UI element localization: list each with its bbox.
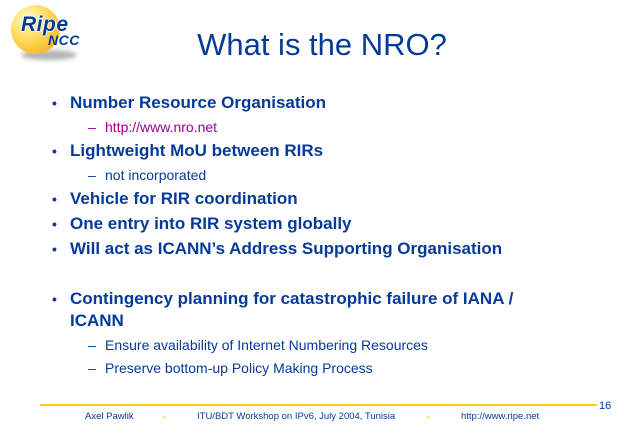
- bullet-item: [52, 140, 570, 162]
- bullet-text: Will act as ICANN’s Address Supporting Organisation: [70, 239, 503, 258]
- bullet-text: not incorporated: [105, 167, 207, 183]
- bullet-dot-icon: •: [52, 95, 57, 111]
- slide-number: 16: [599, 400, 612, 412]
- bullet-dot-icon: •: [52, 241, 57, 257]
- sub-bullet-item: [52, 358, 570, 378]
- bullet-dot-icon: •: [52, 216, 57, 232]
- logo-ncc-text: NCC: [48, 32, 80, 48]
- footer-separator-dot: .: [163, 409, 167, 421]
- slide-title: What is the NRO?: [197, 27, 447, 62]
- bullet-text: Number Resource Organisation: [70, 93, 327, 112]
- footer-url: http://www.ripe.net: [461, 411, 540, 422]
- bullet-item: [52, 188, 570, 210]
- bullet-text: Ensure availability of Internet Numbering Resources: [105, 337, 428, 353]
- footer-separator-dot: .: [427, 409, 431, 421]
- bullet-item: [52, 213, 570, 235]
- bullet-dot-icon: •: [52, 191, 57, 207]
- bullet-item: [52, 238, 570, 260]
- bullet-text: Lightweight MoU between RIRs: [70, 141, 324, 160]
- bullet-text: One entry into RIR system globally: [70, 214, 352, 233]
- bullet-text: Contingency planning for catastrophic failure of IANA / ICANN: [70, 289, 514, 330]
- bullet-link-text[interactable]: http://www.nro.net: [105, 119, 218, 135]
- bullet-item: [52, 288, 570, 332]
- sub-bullet-item: [52, 117, 570, 137]
- bullet-dot-icon: •: [52, 143, 57, 159]
- bullet-dash-icon: –: [88, 337, 96, 353]
- bullet-dash-icon: –: [88, 167, 96, 183]
- footer-event: ITU/BDT Workshop on IPv6, July 2004, Tunisia: [197, 411, 396, 422]
- logo-ripe-text: Ripe: [21, 13, 69, 36]
- sub-bullet-item: [52, 165, 570, 185]
- bullet-dot-icon: •: [52, 291, 57, 307]
- footer-author: Axel Pawlik: [85, 411, 134, 422]
- footer-divider: [40, 404, 597, 406]
- bullet-text: Preserve bottom-up Policy Making Process: [105, 360, 373, 376]
- bullet-text: Vehicle for RIR coordination: [70, 189, 298, 208]
- bullet-item: [52, 92, 570, 114]
- bullet-dash-icon: –: [88, 360, 96, 376]
- bullet-dash-icon: –: [88, 119, 96, 135]
- sub-bullet-item: [52, 335, 570, 355]
- bullet-list: [52, 92, 570, 381]
